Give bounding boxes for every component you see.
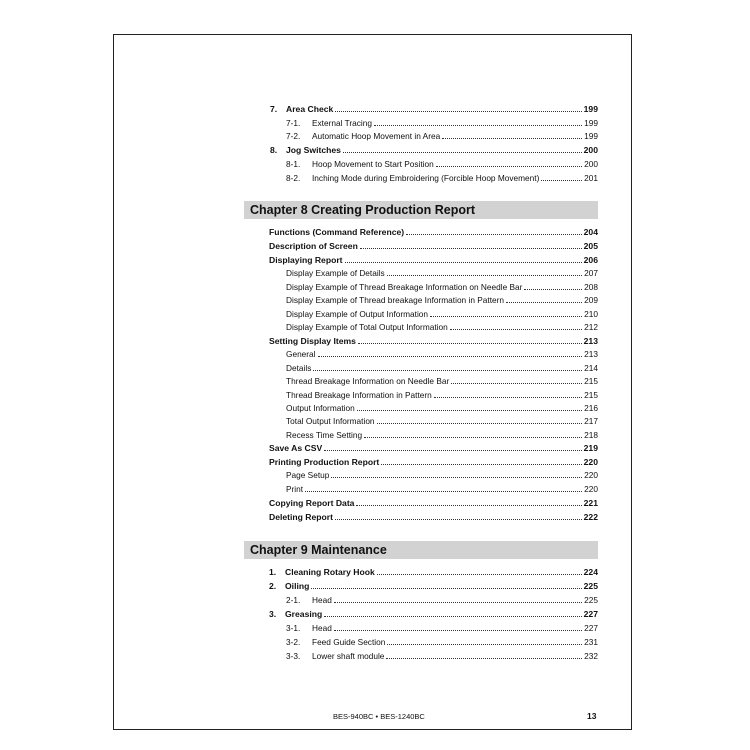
toc-entry-page: 213 [584,349,598,359]
toc-entry-title: Lower shaft module [312,651,385,661]
toc-entry [269,440,598,453]
toc-entry-page: 199 [584,118,598,128]
toc-entry-number: 7-1. [286,118,301,128]
dot-leader [451,382,582,384]
toc-entry-title: Thread Breakage Information in Pattern [286,390,432,400]
toc-entry-page: 225 [583,581,598,591]
toc-entry-number: 3-1. [286,623,301,633]
dot-leader [313,369,582,371]
toc-entry-page: 205 [583,241,598,251]
dot-leader [442,137,582,139]
toc-entry-page: 227 [583,609,598,619]
toc-entry-page: 232 [584,651,598,661]
toc-entry-title: Automatic Hoop Movement in Area [312,131,441,141]
dot-leader [331,476,582,478]
toc-entry [286,387,598,400]
toc-entry-title: Output Information [286,403,355,413]
dot-leader [387,274,582,276]
toc-entry-title: Display Example of Total Output Information [286,322,448,332]
dot-leader [318,355,583,357]
dot-leader [434,396,582,398]
toc-entry [286,265,598,278]
toc-entry [286,648,598,661]
toc-entry-title: Printing Production Report [269,457,380,467]
toc-entry-page: 208 [584,282,598,292]
toc-entry-page: 206 [583,255,598,265]
toc-entry [269,606,598,619]
toc-entry [286,170,598,183]
toc-entry [286,373,598,386]
toc-entry [270,101,598,114]
toc-entry [286,413,598,426]
toc-entry-page: 217 [584,416,598,426]
toc-entry [286,481,598,494]
toc-entry-number: 7-2. [286,131,301,141]
toc-entry-number: 3-2. [286,637,301,647]
dot-leader [377,422,583,424]
toc-entry [286,156,598,169]
toc-entry [286,634,598,647]
toc-entry [286,115,598,128]
toc-entry [286,360,598,373]
toc-entry-page: 210 [584,309,598,319]
toc-entry [269,564,598,577]
toc-entry-title: Recess Time Setting [286,430,363,440]
toc-entry-page: 218 [584,430,598,440]
toc-entry-title: Head [312,623,332,633]
toc-entry-title: General [286,349,316,359]
dot-leader [358,342,582,344]
dot-leader [364,436,582,438]
toc-entry-page: 213 [583,336,598,346]
dot-leader [436,165,582,167]
toc-entry [270,142,598,155]
toc-entry [286,346,598,359]
dot-leader [406,233,582,235]
toc-entry-title: Inching Mode during Embroidering (Forcible Hoop Movement) [312,173,540,183]
toc-entry-title: Feed Guide Section [312,637,386,647]
toc-entry-number: 8. [270,145,278,155]
toc-entry-number: 3-3. [286,651,301,661]
dot-leader [360,247,582,249]
toc-entry-title: Area Check [286,104,334,114]
toc-entry-page: 225 [584,595,598,605]
toc-entry-number: 3. [269,609,277,619]
toc-entry [286,620,598,633]
dot-leader [334,629,582,631]
dot-leader [387,643,582,645]
toc-entry-title: Print [286,484,304,494]
toc-entry-title: Display Example of Details [286,268,385,278]
chapter-9-heading: Chapter 9 Maintenance [244,541,598,559]
footer-page-number: 13 [587,711,597,721]
toc-entry [286,400,598,413]
toc-entry-title: Display Example of Thread Breakage Information on Needle Bar [286,282,523,292]
toc-entry-number: 1. [269,567,277,577]
toc-entry [269,238,598,251]
dot-leader [541,179,582,181]
toc-entry-page: 221 [583,498,598,508]
toc-entry-title: Thread Breakage Information on Needle Bar [286,376,450,386]
toc-entry [286,306,598,319]
dot-leader [305,490,582,492]
dot-leader [334,601,582,603]
toc-entry [286,319,598,332]
toc-entry [269,578,598,591]
toc-entry [269,454,598,467]
toc-entry-page: 200 [584,159,598,169]
toc-entry-number: 2. [269,581,277,591]
toc-entry [286,279,598,292]
toc-entry [286,128,598,141]
toc-entry-title: Details [286,363,312,373]
toc-entry-title: Jog Switches [286,145,341,155]
toc-entry [286,427,598,440]
dot-leader [524,288,582,290]
dot-leader [377,573,582,575]
toc-entry-page: 199 [584,131,598,141]
toc-entry-number: 8-2. [286,173,301,183]
toc-entry-title: Total Output Information [286,416,375,426]
toc-entry [286,292,598,305]
dot-leader [374,124,582,126]
toc-entry-number: 7. [270,104,278,114]
toc-entry-page: 215 [584,376,598,386]
toc-entry-title: Functions (Command Reference) [269,227,405,237]
toc-entry-title: Description of Screen [269,241,358,251]
dot-leader [335,110,581,112]
toc-entry-page: 207 [584,268,598,278]
toc-entry-title: Save As CSV [269,443,323,453]
toc-entry-page: 231 [584,637,598,647]
toc-entry [269,495,598,508]
toc-entry [286,592,598,605]
dot-leader [381,463,581,465]
toc-entry-title: Page Setup [286,470,330,480]
footer-model: BES-940BC • BES-1240BC [333,712,425,721]
toc-entry-title: Cleaning Rotary Hook [285,567,375,577]
toc-entry-page: 201 [584,173,598,183]
toc-entry-title: Setting Display Items [269,336,356,346]
toc-entry [269,509,598,522]
toc-entry-page: 220 [584,484,598,494]
toc-entry [269,224,598,237]
dot-leader [357,409,582,411]
toc-entry-page: 220 [584,470,598,480]
toc-entry-title: Head [312,595,332,605]
toc-entry-page: 199 [583,104,598,114]
toc-entry [269,252,598,265]
toc-entry-page: 219 [583,443,598,453]
toc-entry-title: Copying Report Data [269,498,355,508]
toc-entry-title: Displaying Report [269,255,343,265]
toc-entry-title: Display Example of Output Information [286,309,429,319]
dot-leader [343,151,582,153]
dot-leader [506,301,582,303]
toc-entry-page: 220 [583,457,598,467]
toc-entry-page: 214 [584,363,598,373]
toc-entry-title: Hoop Movement to Start Position [312,159,434,169]
toc-entry-title: External Tracing [312,118,372,128]
toc-entry-page: 216 [584,403,598,413]
toc-entry-page: 200 [583,145,598,155]
toc-entry-title: Display Example of Thread breakage Information in Pattern [286,295,504,305]
dot-leader [386,657,582,659]
toc-entry [286,467,598,480]
dot-leader [450,328,582,330]
toc-entry-title: Oiling [285,581,310,591]
toc-entry-page: 215 [584,390,598,400]
dot-leader [324,449,581,451]
dot-leader [430,315,582,317]
dot-leader [335,518,582,520]
toc-entry-title: Deleting Report [269,512,333,522]
dot-leader [311,587,581,589]
toc-entry-page: 204 [583,227,598,237]
toc-entry-page: 212 [584,322,598,332]
toc-entry-number: 8-1. [286,159,301,169]
toc-entry-title: Greasing [285,609,323,619]
toc-entry-page: 224 [583,567,598,577]
dot-leader [324,615,581,617]
toc-entry-page: 209 [584,295,598,305]
dot-leader [356,504,581,506]
toc-entry-page: 227 [584,623,598,633]
chapter-8-heading: Chapter 8 Creating Production Report [244,201,598,219]
toc-entry [269,333,598,346]
toc-entry-number: 2-1. [286,595,301,605]
toc-entry-page: 222 [583,512,598,522]
dot-leader [345,261,582,263]
